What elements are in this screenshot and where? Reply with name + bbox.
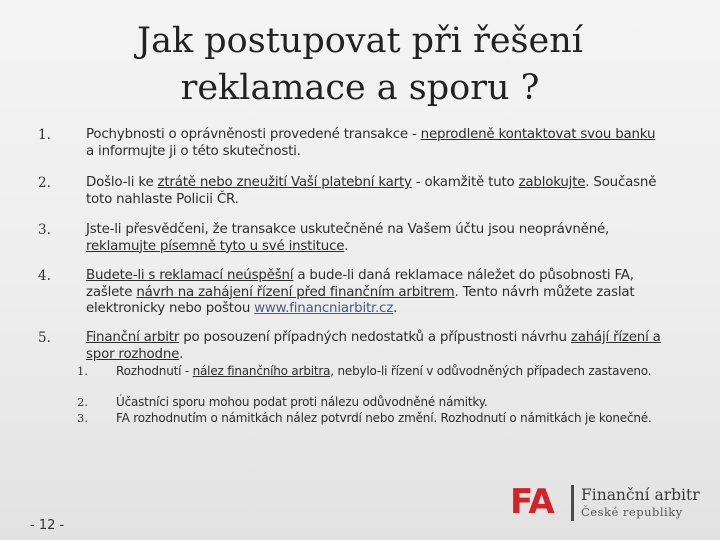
underlined-phrase: Budete-li s reklamací neúspěšní — [86, 268, 294, 283]
underlined-phrase: reklamujte písemně tyto u své instituce — [86, 238, 345, 254]
text-run: Rozhodnutí - — [116, 364, 193, 378]
sub-list-item-number: 2. — [77, 395, 88, 409]
underlined-phrase: ztrátě nebo zneužití Vaší platební karty — [157, 175, 412, 190]
list-item-number: 3. — [38, 222, 51, 238]
text-run: , nebylo-li řízení v odůvodněných případech zastaveno. — [330, 364, 652, 378]
slide-title-line-2: reklamace a sporu ? — [180, 68, 540, 108]
text-run: a informujte ji o této skutečnosti. — [86, 143, 301, 159]
underlined-phrase: návrh na zahájení řízení před finančním arbitrem — [136, 284, 455, 300]
list-item-text — [86, 127, 666, 160]
logo-country-line: České republiky — [581, 505, 683, 519]
sub-list-item-text — [116, 411, 656, 425]
text-run: po posouzení případných nedostatků a přípustnosti návrhu — [179, 330, 571, 345]
logo-divider — [571, 485, 574, 521]
text-run: . — [179, 346, 184, 362]
sub-list-item-text — [116, 364, 656, 378]
text-run: . Tento návrh můžete zaslat elektronicky nebo poštou — [86, 284, 635, 316]
underlined-phrase: zahájí řízení a spor rozhodne — [86, 330, 661, 362]
logo-name-line: Finanční arbitr — [581, 486, 700, 504]
text-run: . Současně toto nahlaste Policii ČR. — [86, 175, 657, 207]
underlined-phrase: nález finančního arbitra — [192, 364, 331, 378]
text-run: Došlo-li ke — [86, 175, 158, 190]
list-item-text — [86, 268, 666, 318]
text-run: a bude-li daná reklamace náležet do působnosti FA, zašlete — [86, 268, 634, 300]
text-run: Jste-li přesvědčeni, že transakce uskutečněné na Vašem účtu jsou neoprávněné, — [86, 222, 610, 237]
list-item-number: 4. — [38, 268, 51, 284]
underlined-phrase: neprodleně kontaktovat svou banku — [420, 127, 656, 142]
page-number: - 12 - — [30, 518, 65, 533]
list-item-text — [86, 175, 666, 208]
list-item-text — [86, 330, 666, 363]
list-item-number: 2. — [38, 175, 51, 191]
slide-title — [0, 18, 720, 112]
list-item-number: 1. — [38, 127, 51, 143]
text-run: . — [393, 301, 398, 316]
text-run: Účastníci sporu mohou podat proti nálezu odůvodněné námitky. — [116, 395, 488, 409]
text-run: Pochybnosti o oprávněnosti provedené transakce - — [86, 127, 421, 142]
sub-list-item-number: 3. — [77, 411, 88, 425]
text-run: - okamžitě tuto — [411, 175, 519, 190]
underlined-phrase: zablokujte — [518, 175, 586, 190]
list-item-number: 5. — [38, 330, 51, 346]
sub-list-item-number: 1. — [77, 364, 88, 378]
website-link[interactable]: www.financniarbitr.cz — [254, 301, 394, 316]
slide-title-line-1: Jak postupovat při řešení — [137, 21, 583, 61]
list-item-text — [86, 222, 666, 255]
finance-arbiter-logo — [508, 482, 708, 522]
underlined-phrase: Finanční arbitr — [86, 330, 180, 345]
sub-list-item-text — [116, 395, 656, 409]
logo-abbreviation: FA — [510, 482, 554, 522]
text-run: FA rozhodnutím o námitkách nález potvrdí nebo změní. Rozhodnutí o námitkách je konečné. — [116, 411, 652, 425]
text-run: . — [344, 238, 349, 254]
